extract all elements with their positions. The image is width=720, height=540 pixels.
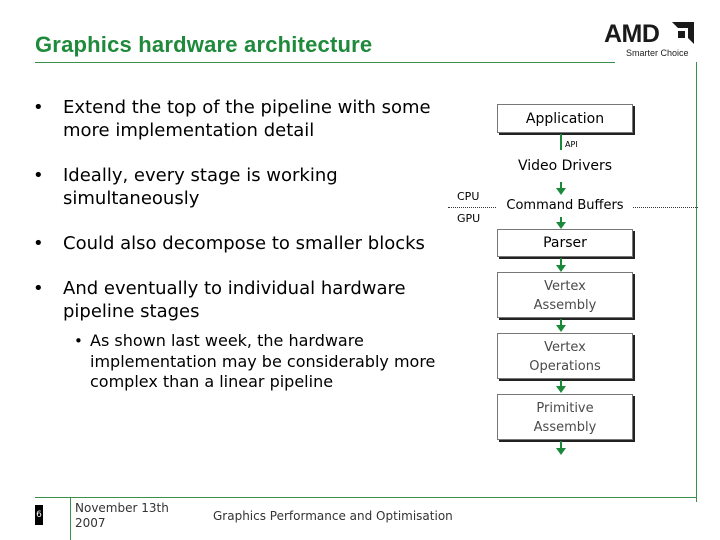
bullet-item: • And eventually to individual hardware pipeline stages bbox=[30, 277, 450, 323]
down-arrow-icon bbox=[556, 448, 566, 455]
footer-date: November 13th 2007 bbox=[75, 501, 169, 530]
title-divider bbox=[35, 62, 615, 63]
slide-title: Graphics hardware architecture bbox=[35, 32, 373, 57]
stage-application: Application bbox=[497, 104, 633, 133]
pipeline-line bbox=[560, 134, 562, 150]
right-divider bbox=[696, 62, 697, 502]
down-arrow-icon bbox=[556, 222, 566, 229]
stage-primitive-assembly: Primitive Assembly bbox=[497, 394, 633, 440]
logo-tagline: Smarter Choice bbox=[626, 48, 689, 58]
footer-course-title: Graphics Performance and Optimisation bbox=[213, 509, 453, 523]
footer-divider bbox=[35, 497, 697, 498]
stage-parser: Parser bbox=[497, 229, 633, 257]
down-arrow-icon bbox=[556, 265, 566, 272]
bullet-item: • Could also decompose to smaller blocks bbox=[30, 232, 450, 255]
down-arrow-icon bbox=[556, 325, 566, 332]
gpu-label: GPU bbox=[457, 212, 481, 225]
page-number: 6 bbox=[35, 505, 43, 525]
amd-logo bbox=[604, 20, 696, 60]
down-arrow-icon bbox=[556, 386, 566, 393]
bullet-list bbox=[30, 96, 450, 415]
stage-vertex-assembly: Vertex Assembly bbox=[497, 272, 633, 318]
stage-command-buffers: Command Buffers bbox=[497, 196, 633, 218]
bullet-item: • Extend the top of the pipeline with some more implementation detail bbox=[30, 96, 450, 142]
stage-video-drivers: Video Drivers bbox=[497, 154, 633, 178]
sub-bullet-item: • As shown last week, the hardware implementation may be considerably more complex than a linear pipeline bbox=[30, 331, 450, 393]
footer-separator bbox=[70, 498, 71, 540]
stage-vertex-operations: Vertex Operations bbox=[497, 333, 633, 379]
logo-wordmark: AMD bbox=[604, 20, 660, 48]
down-arrow-icon bbox=[556, 188, 566, 195]
amd-arrow-icon bbox=[672, 22, 694, 44]
api-label: API bbox=[565, 140, 578, 149]
bullet-item: • Ideally, every stage is working simultaneously bbox=[30, 164, 450, 210]
cpu-label: CPU bbox=[457, 190, 480, 203]
